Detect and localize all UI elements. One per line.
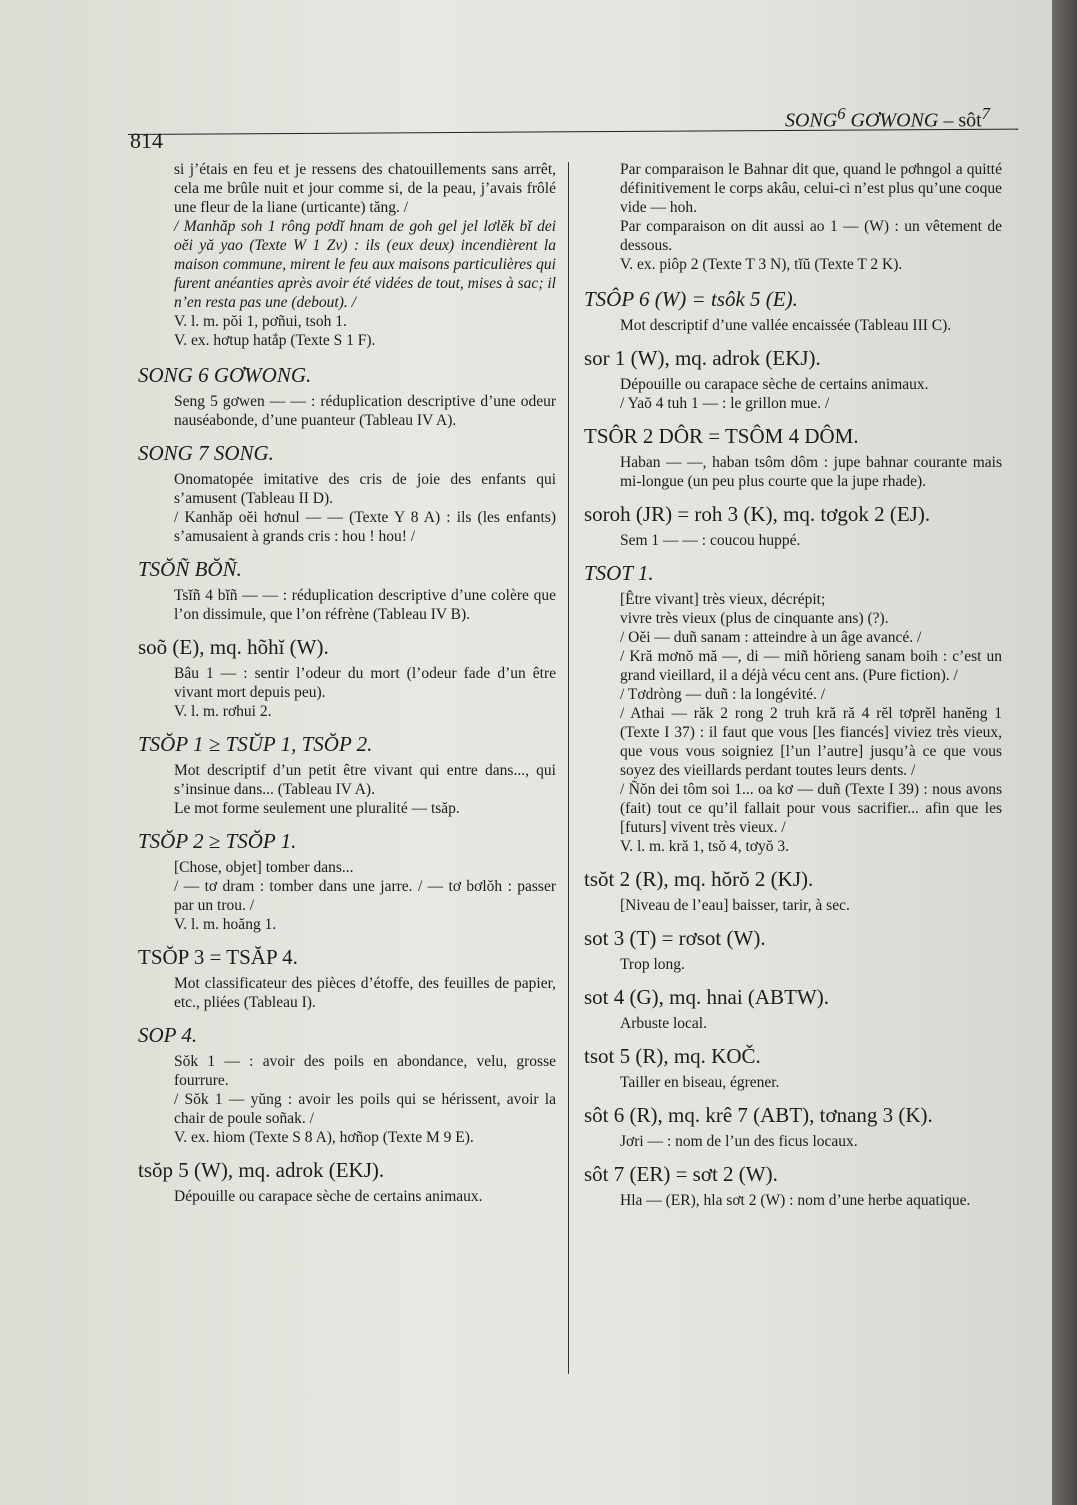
right-column <box>584 160 1002 1220</box>
right-intro <box>584 160 1002 274</box>
dictionary-entry <box>584 1161 1002 1210</box>
dictionary-entry <box>584 866 1002 915</box>
text-line: Mot classificateur des pièces d’étoffe, des feuilles de papier, etc., pliées (Tableau I). <box>174 975 556 1011</box>
headword: TSŎP 2 ≥ TSŎP 1. <box>138 829 297 853</box>
running-head-sup-3: 7 <box>981 104 990 123</box>
text-line: Haban — —, haban tsôm dôm : jupe bahnar courante mais mi-longue (un peu plus courte que la jupe rhade). <box>620 454 1002 490</box>
dictionary-entry <box>584 423 1002 491</box>
text-line: / — tơ dram : tomber dans une jarre. / — tơ bơlŏh : passer par un trou. / <box>174 878 556 914</box>
text-line: vivre très vieux (plus de cinquante ans) (?). <box>620 610 889 627</box>
running-head-word-1: SONG <box>784 109 838 132</box>
dictionary-entry <box>138 828 556 934</box>
dictionary-entry <box>584 501 1002 550</box>
dictionary-entry <box>584 1102 1002 1151</box>
entry-body <box>138 392 556 430</box>
entry-body <box>584 1132 1002 1151</box>
entry-body <box>584 531 1002 550</box>
entry-body <box>584 316 1002 335</box>
entry-body <box>138 470 556 546</box>
headword: soõ (E), mq. hõhĭ (W). <box>138 635 329 659</box>
entry-body <box>584 896 1002 915</box>
headword: sot 4 (G), mq. hnai (ABTW). <box>584 985 829 1009</box>
text-line: / Sŏk 1 — yŭng : avoir les poils qui se hérissent, avoir la chair de poule soñak. / <box>174 1091 556 1127</box>
dictionary-entry <box>584 345 1002 413</box>
dictionary-entry <box>138 634 556 721</box>
book-edge <box>1052 0 1077 1505</box>
entry-body <box>138 1187 556 1206</box>
headword: SONG 6 GƠWONG. <box>138 363 312 387</box>
headword: sôt 7 (ER) = sơt 2 (W). <box>584 1162 778 1186</box>
text-line: / Yaŏ 4 tuh 1 — : le grillon mue. / <box>620 395 830 412</box>
text-line: [Chose, objet] tomber dans... <box>174 859 354 876</box>
text-line: / Manhăp soh 1 rông pơdĭ hnam de goh gel jel lơlĕk bĭ dei oĕi yă yao (Texte W 1 Zv) : ils (eux deux) incendièrent la maison commune, mirent le feu aux maisons particulières qui furent anéanties après avoir été vidées de tout, mises à sac; il n’en resta pas une (debout). / <box>174 218 556 311</box>
entry-body <box>584 453 1002 491</box>
entry-body <box>138 664 556 721</box>
text-line: / Oĕi — duñ sanam : atteindre à un âge avancé. / <box>620 629 922 646</box>
text-line: Seng 5 gơwen — — : réduplication descriptive d’une odeur nauséabonde, d’une puanteur (Tableau IV A). <box>174 393 556 429</box>
text-line: Tsĭñ 4 bĭñ — — : réduplication descriptive d’une colère que l’on dissimule, que l’on réfrène (Tableau IV B). <box>174 587 556 623</box>
left-intro <box>138 160 556 350</box>
text-line: Mot descriptif d’un petit être vivant qui entre dans..., qui s’insinue dans... (Tableau IV A). <box>174 762 556 798</box>
text-line: Jơri — : nom de l’un des ficus locaux. <box>620 1133 858 1150</box>
dictionary-entry <box>138 944 556 1012</box>
headword: sor 1 (W), mq. adrok (EKJ). <box>584 346 821 370</box>
headword: TSOT 1. <box>584 561 654 585</box>
headword: TSŎÑ BŎÑ. <box>138 557 242 581</box>
dictionary-entry <box>584 1043 1002 1092</box>
running-head-sup-1: 6 <box>837 104 846 123</box>
dictionary-entry <box>138 1022 556 1147</box>
text-line: V. ex. hiom (Texte S 8 A), hơñop (Texte M 9 E). <box>174 1129 474 1146</box>
text-line: V. ex. hơtup hatắp (Texte S 1 F). <box>174 332 376 349</box>
text-line: Par comparaison le Bahnar dit que, quand le pơhngol a quitté définitivement le corps akâu, celui-ci n’est plus qu’une coque vide — hoh. <box>620 161 1002 216</box>
running-head: SONG$^6$ GƠWONG – sôt$^7$ <box>784 104 990 132</box>
dictionary-entry <box>138 1157 556 1206</box>
headword: soroh (JR) = roh 3 (K), mq. tơgok 2 (EJ). <box>584 502 931 526</box>
text-line: Trop long. <box>620 956 685 973</box>
text-line: Hla — (ER), hla sơt 2 (W) : nom d’une herbe aquatique. <box>620 1192 971 1209</box>
entry-body <box>138 761 556 818</box>
text-line: V. l. m. hoăng 1. <box>174 916 277 933</box>
text-line: V. l. m. pŏi 1, pơñui, tsoh 1. <box>174 313 347 330</box>
text-line: [Être vivant] très vieux, décrépit; <box>620 591 826 608</box>
text-line: si j’étais en feu et je ressens des chatouillements sans arrêt, cela me brûle nuit et jour comme si, de la peau, j’avais frôlé une fleur de la liane (urticante) tăng. / <box>174 161 556 216</box>
text-line: / Kanhăp oĕi hơnul — — (Texte Y 8 A) : ils (les enfants) s’amusaient à grands cris : hou ! hou! / <box>174 509 556 545</box>
dictionary-entry <box>138 362 556 430</box>
entry-body <box>138 858 556 934</box>
headword: tsot 5 (R), mq. KOČ. <box>584 1044 761 1068</box>
entry-body <box>584 1014 1002 1033</box>
entry-body <box>584 375 1002 413</box>
text-line: Sem 1 — — : coucou huppé. <box>620 532 801 549</box>
headword: TSÔP 6 (W) = tsôk 5 (E). <box>584 287 798 311</box>
text-line: Onomatopée imitative des cris de joie des enfants qui s’amusent (Tableau II D). <box>174 471 556 507</box>
headword: tsŏp 5 (W), mq. adrok (EKJ). <box>138 1158 385 1182</box>
headword: TSŎP 3 = TSĂP 4. <box>138 945 298 969</box>
page-number: 814 <box>130 128 163 153</box>
headword: TSŎP 1 ≥ TSŬP 1, TSŎP 2. <box>138 732 373 756</box>
headword: SONG 7 SONG. <box>138 441 274 465</box>
entry-body <box>138 586 556 624</box>
entry-body <box>138 1052 556 1147</box>
entry-body <box>584 590 1002 856</box>
text-line: Sŏk 1 — : avoir des poils en abondance, velu, grosse fourrure. <box>174 1053 556 1089</box>
text-line: Bâu 1 — : sentir l’odeur du mort (l’odeur fade d’un être vivant mort depuis peu). <box>174 665 556 701</box>
dictionary-entry <box>584 925 1002 974</box>
dictionary-entry <box>138 731 556 818</box>
running-head-word-2: GƠWONG <box>850 109 939 132</box>
dictionary-entry <box>584 286 1002 335</box>
text-line: / Tơdròng — duñ : la longévité. / <box>620 686 826 703</box>
text-line: V. l. m. kră 1, tsŏ 4, tơyŏ 3. <box>620 838 789 855</box>
text-line: V. l. m. rơhui 2. <box>174 703 272 720</box>
text-line: Par comparaison on dit aussi ao 1 — (W) : un vêtement de dessous. <box>620 218 1002 254</box>
entry-body <box>138 974 556 1012</box>
entry-body <box>584 1073 1002 1092</box>
text-line: Dépouille ou carapace sèche de certains animaux. <box>174 1188 483 1205</box>
headword: tsŏt 2 (R), mq. hŏrŏ 2 (KJ). <box>584 867 814 891</box>
column-divider <box>568 162 569 1374</box>
dictionary-entry <box>584 984 1002 1033</box>
text-line: Mot descriptif d’une vallée encaissée (Tableau III C). <box>620 317 952 334</box>
running-head-word-3: sôt <box>958 109 982 132</box>
text-line: V. ex. piôp 2 (Texte T 3 N), tĭŭ (Texte T 2 K). <box>620 256 903 273</box>
text-line: Dépouille ou carapace sèche de certains animaux. <box>620 376 929 393</box>
headword: sôt 6 (R), mq. krê 7 (ABT), tơnang 3 (K). <box>584 1103 933 1127</box>
text-line: [Niveau de l’eau] baisser, tarir, à sec. <box>620 897 850 914</box>
dictionary-entry <box>138 556 556 624</box>
headword: sot 3 (T) = rơsot (W). <box>584 926 766 950</box>
text-line: Tailler en biseau, égrener. <box>620 1074 780 1091</box>
left-column <box>138 160 556 1216</box>
dictionary-entry <box>138 440 556 546</box>
headword: SOP 4. <box>138 1023 198 1047</box>
text-line: Le mot forme seulement une pluralité — tsăp. <box>174 800 460 817</box>
text-line: / Kră mơnŏ mă —, di — miñ hŏrieng sanam boih : c’est un grand vieillard, il a déjà vécu cent ans. (Pure fiction). / <box>620 648 1002 684</box>
headword: TSÔR 2 DÔR = TSÔM 4 DÔM. <box>584 424 859 448</box>
text-line: / Ñŏn dei tôm soi 1... oa kơ — duñ (Texte I 39) : nous avons (fait) tout ce qu’il fallait pour vous sacrifier... afin que les [futurs] vivent très vieux. / <box>620 781 1002 836</box>
dictionary-entry <box>584 560 1002 856</box>
text-line: / Athai — răk 2 rong 2 truh kră ră 4 rĕl tơprĕl hanĕng 1 (Texte I 37) : il faut que vous [les fiancés] viviez très vieux, que vous vous soigniez [l’un l’autre] jusqu’à ce que vous soyez des vieillards perdant toutes leurs dents. / <box>620 705 1002 779</box>
text-line: Arbuste local. <box>620 1015 707 1032</box>
entry-body <box>584 955 1002 974</box>
entry-body <box>584 1191 1002 1210</box>
